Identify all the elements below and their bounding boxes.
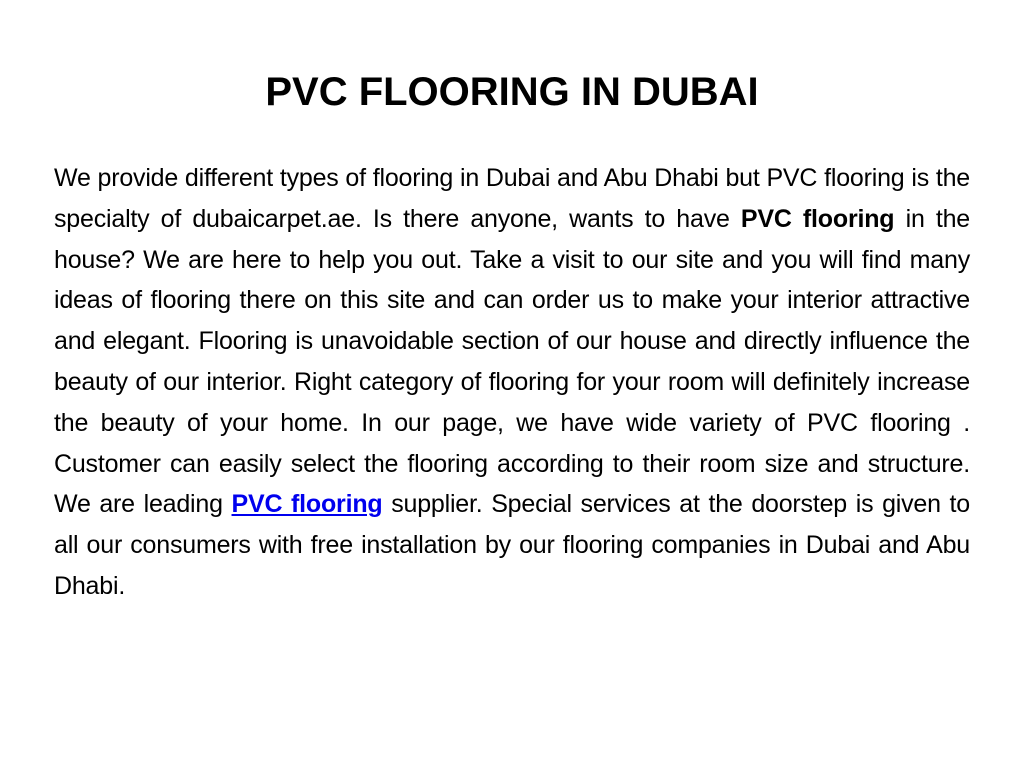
paragraph-text-part-1: We provide different types of flooring in Dubai and Abu Dhabi but PVC flooring is the specialty of dubaicarpet.ae. Is there anyone, wants to have — [54, 164, 970, 233]
bold-term: PVC flooring — [740, 204, 895, 233]
pvc-flooring-link[interactable]: PVC flooring — [231, 490, 383, 519]
paragraph-text-part-2: in the house? We are here to help you out. Take a visit to our site and you will find many ideas of flooring there on this site and can order us to make your interior attractive and elegant. Flooring is unavoidable section of our house and directly influence the beauty of our interior. Right category of flooring for your room will definitely increase the beauty of your home. In our page, we have wide variety of PVC flooring . Customer can easily select the flooring according to their room size and structure. We are leading — [54, 204, 971, 519]
body-paragraph — [54, 158, 970, 607]
slide-title: PVC FLOORING IN DUBAI — [265, 70, 759, 114]
paragraph-text-part-3: supplier. Special services at the doorstep is given to all our consumers with free installation by our flooring companies in Dubai and Abu Dhabi. — [54, 490, 970, 600]
